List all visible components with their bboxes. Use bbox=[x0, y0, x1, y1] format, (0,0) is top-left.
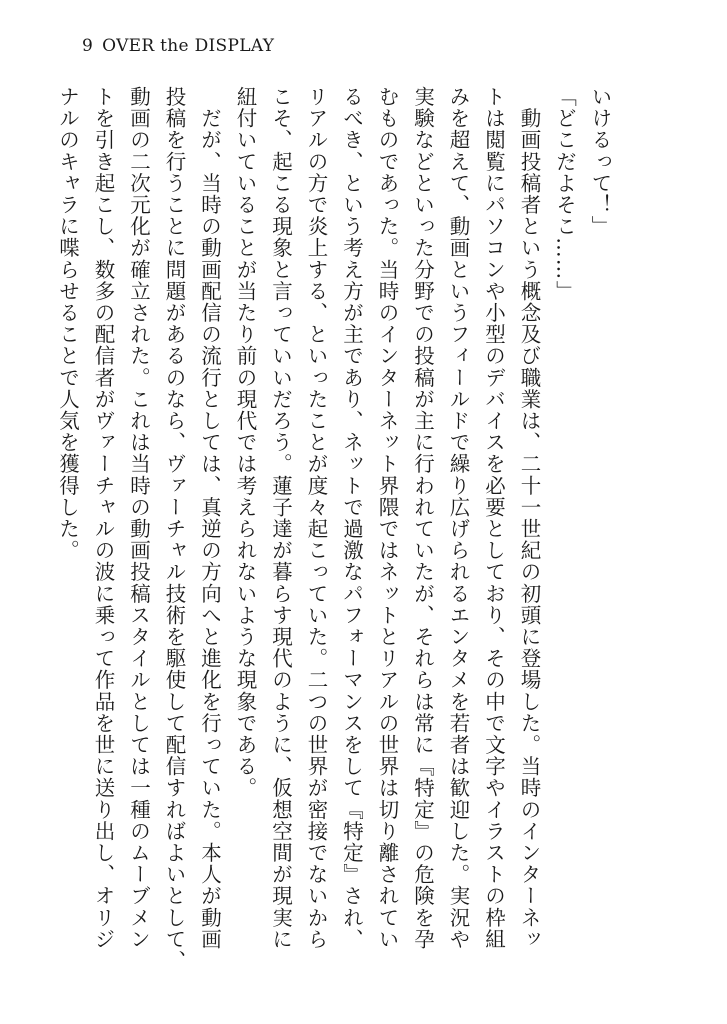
page-number: 9 bbox=[82, 36, 94, 56]
text-line: 投稿を行うことに問題があるのなら、ヴァーチャル技術を駆使して配信すればよいとして、 bbox=[162, 86, 186, 972]
text-line: 動画の二次元化が確立された。これは当時の動画投稿スタイルとしては一種のムーブメン bbox=[126, 86, 151, 950]
text-line: るべき、という考え方が主であり、ネットで過激なパフォーマンスをして『特定』され、 bbox=[339, 86, 364, 950]
text-line: 動画投稿者という概念及び職業は、二十一世紀の初頭に登場した。当時のインターネッ bbox=[517, 86, 541, 950]
text-line: 「どこだよそこ……」 bbox=[552, 86, 577, 302]
text-line: 紐付いていることが当たり前の現代では考えられないような現象である。 bbox=[233, 86, 257, 799]
text-line: いけるって！」 bbox=[588, 86, 612, 238]
chapter-title: OVER the DISPLAY bbox=[102, 36, 275, 56]
text-line: ナルのキャラに喋らせることで人気を獲得した。 bbox=[55, 86, 80, 562]
vertical-body-text bbox=[49, 86, 617, 972]
text-line: だが、当時の動画配信の流行としては、真逆の方向へと進化を行っていた。本人が動画 bbox=[197, 86, 222, 950]
text-line: 実験などといった分野での投稿が主に行われていたが、それらは常に『特定』の危険を孕 bbox=[410, 86, 435, 950]
text-line: こそ、起こる現象と言っていいだろう。蓮子達が暮らす現代のように、仮想空間が現実に bbox=[268, 86, 293, 950]
running-header bbox=[82, 36, 274, 56]
text-line: リアルの方で炎上する、といったことが度々起こっていた。二つの世界が密接でないから bbox=[304, 86, 328, 950]
text-line: トを引き起こし、数多の配信者がヴァーチャルの波に乗って作品を世に送り出し、オリジ bbox=[91, 86, 115, 950]
text-line: みを超えて、動画というフィールドで繰り広げられるエンタメを若者は歓迎した。実況や bbox=[446, 86, 470, 950]
text-line: むものであった。当時のインターネット界隈ではネットとリアルの世界は切り離されてい bbox=[375, 86, 399, 950]
text-line: トは閲覧にパソコンや小型のデバイスを必要としており、その中で文字やイラストの枠組 bbox=[481, 86, 506, 950]
